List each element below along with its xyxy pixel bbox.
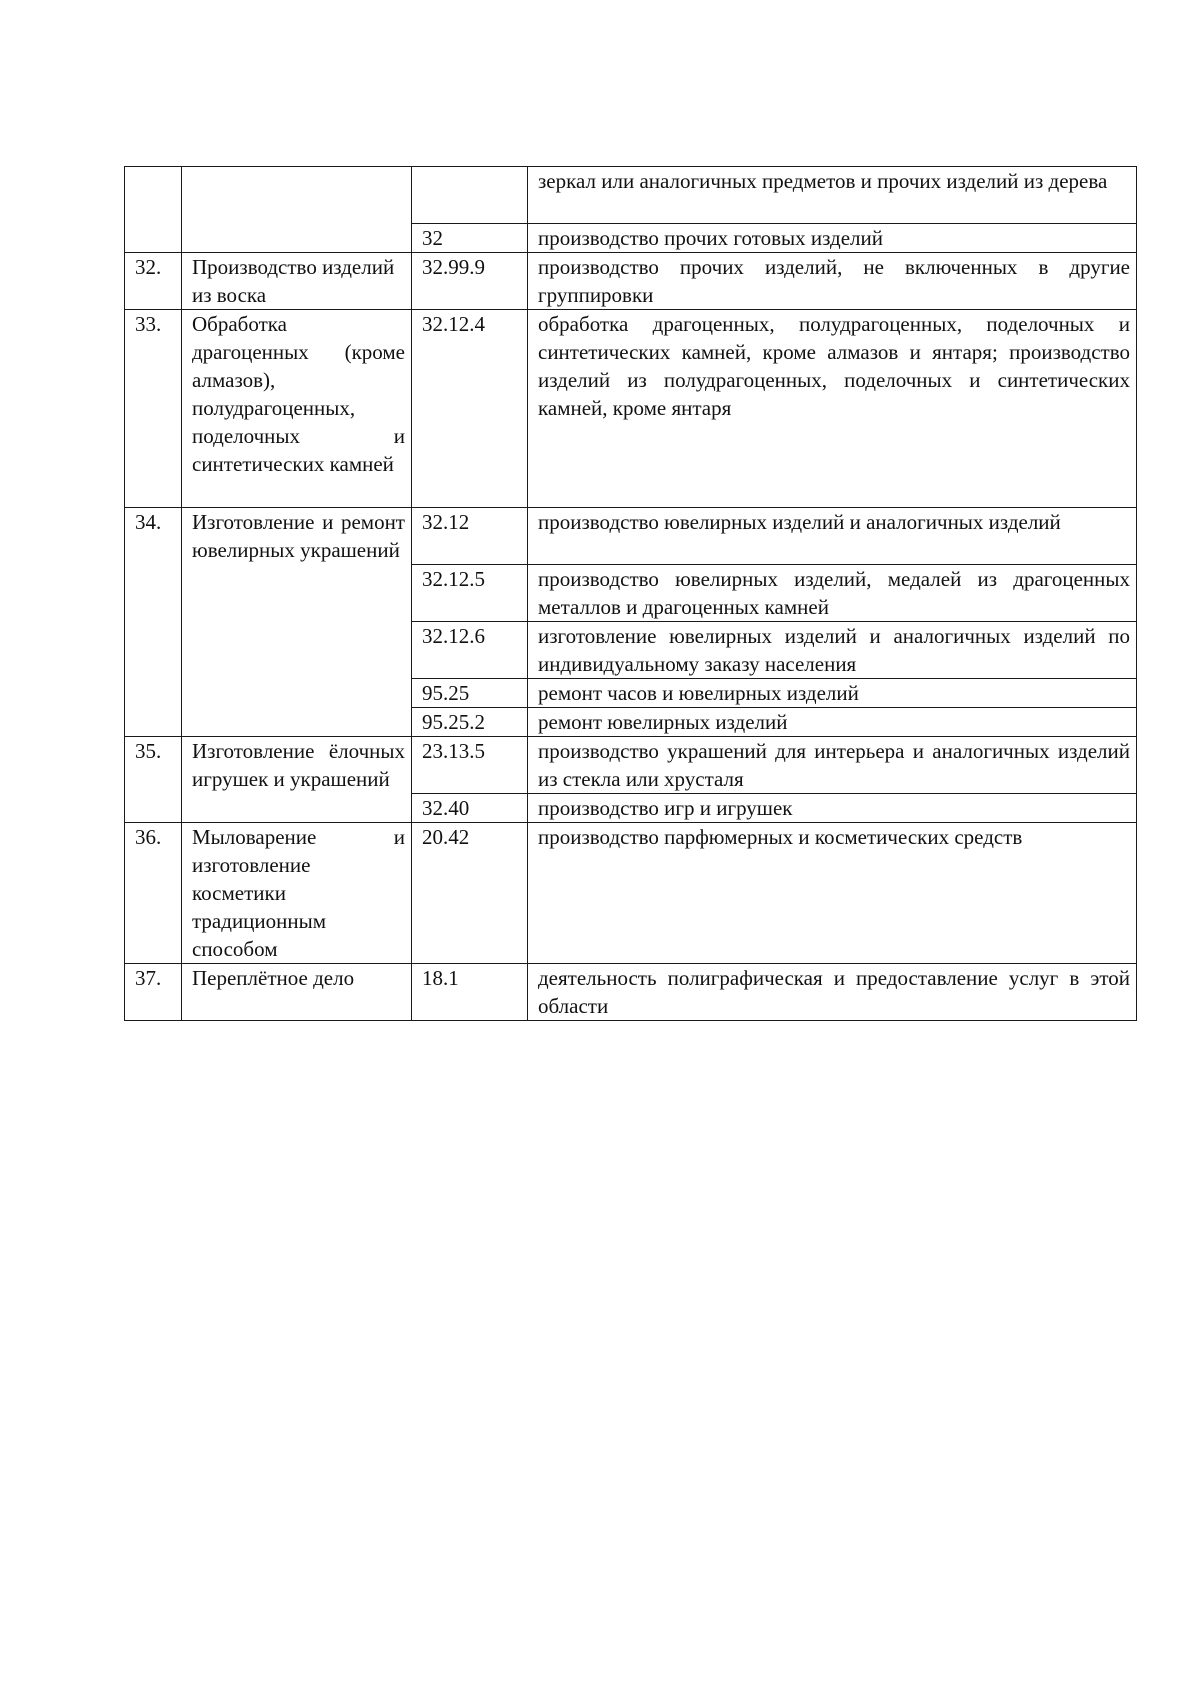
okved-code-cell: 23.13.5: [412, 737, 528, 794]
table-row: [125, 253, 1137, 310]
okved-code-cell: 32.12: [412, 508, 528, 565]
activity-name: Обработка драгоценных (кроме алмазов), полудрагоценных, поделочных и синтетических камней: [192, 312, 405, 476]
okved-code-cell: 32: [412, 224, 528, 253]
table-row: [125, 508, 1137, 565]
activity-name: Изготовление ёлочных игрушек и украшений: [192, 739, 405, 791]
activity-name: Переплётное дело: [192, 966, 355, 990]
okved-code-cell: 95.25: [412, 679, 528, 708]
okved-description-cell: [528, 224, 1137, 253]
okved-code-cell: 32.12.4: [412, 310, 528, 508]
row-number-cell: 34.: [125, 508, 182, 737]
activity-name-cell: [182, 823, 412, 964]
okved-description-cell: [528, 253, 1137, 310]
activity-name-cell: [182, 253, 412, 310]
table-row: [125, 964, 1137, 1021]
okved-description-cell: [528, 508, 1137, 565]
okved-description: зеркал или аналогичных предметов и прочих изделий из дерева: [538, 169, 1108, 193]
row-number-cell: 33.: [125, 310, 182, 508]
okved-code-cell: 32.99.9: [412, 253, 528, 310]
okved-description: производство парфюмерных и косметических средств: [538, 825, 1023, 849]
activity-name-cell: [182, 310, 412, 508]
table-row: [125, 737, 1137, 794]
okved-description-cell: [528, 310, 1137, 508]
okved-description: производство украшений для интерьера и аналогичных изделий из стекла или хрусталя: [538, 739, 1130, 791]
okved-code-cell: 32.12.5: [412, 565, 528, 622]
okved-description: деятельность полиграфическая и предоставление услуг в этой области: [538, 966, 1130, 1018]
row-number-cell: 37.: [125, 964, 182, 1021]
okved-description-cell: [528, 167, 1137, 224]
okved-description: ремонт часов и ювелирных изделий: [538, 681, 859, 705]
table-row: [125, 823, 1137, 964]
okved-code-cell: 32.12.6: [412, 622, 528, 679]
okved-description-cell: [528, 708, 1137, 737]
row-number-cell: 35.: [125, 737, 182, 823]
okved-description: обработка драгоценных, полудрагоценных, поделочных и синтетических камней, кроме алмазов и янтаря; производство изделий из полудрагоценных, поделочных и синтетических камней, кроме янтаря: [538, 312, 1130, 420]
row-number-cell: 32.: [125, 253, 182, 310]
okved-description: производство ювелирных изделий, медалей из драгоценных металлов и драгоценных камней: [538, 567, 1130, 619]
okved-description: производство прочих изделий, не включенных в другие группировки: [538, 255, 1130, 307]
activity-name-cell: [182, 964, 412, 1021]
activity-name-cell: [182, 167, 412, 253]
okved-code-cell: [412, 167, 528, 224]
okved-description-cell: [528, 823, 1137, 964]
row-number-cell: [125, 167, 182, 253]
okved-description-cell: [528, 565, 1137, 622]
activity-name-cell: [182, 508, 412, 737]
okved-description-cell: [528, 679, 1137, 708]
table-row: [125, 310, 1137, 508]
okved-description-cell: [528, 737, 1137, 794]
activity-code-table: [124, 166, 1137, 1021]
activity-name: Мыловарение и изготовление косметики традиционным способом: [192, 825, 405, 961]
okved-description: производство прочих готовых изделий: [538, 226, 883, 250]
okved-code-cell: 20.42: [412, 823, 528, 964]
activity-name-cell: [182, 737, 412, 823]
okved-description: ремонт ювелирных изделий: [538, 710, 788, 734]
okved-description-cell: [528, 622, 1137, 679]
table-row: [125, 167, 1137, 224]
okved-description-cell: [528, 794, 1137, 823]
okved-code-cell: 32.40: [412, 794, 528, 823]
okved-code-cell: 95.25.2: [412, 708, 528, 737]
activity-name: Производство изделий из воска: [192, 255, 395, 307]
okved-description: производство игр и игрушек: [538, 796, 793, 820]
okved-code-cell: 18.1: [412, 964, 528, 1021]
activity-name: Изготовление и ремонт ювелирных украшений: [192, 510, 405, 562]
okved-description-cell: [528, 964, 1137, 1021]
row-number-cell: 36.: [125, 823, 182, 964]
okved-description: изготовление ювелирных изделий и аналогичных изделий по индивидуальному заказу населения: [538, 624, 1130, 676]
okved-description: производство ювелирных изделий и аналогичных изделий: [538, 510, 1061, 534]
